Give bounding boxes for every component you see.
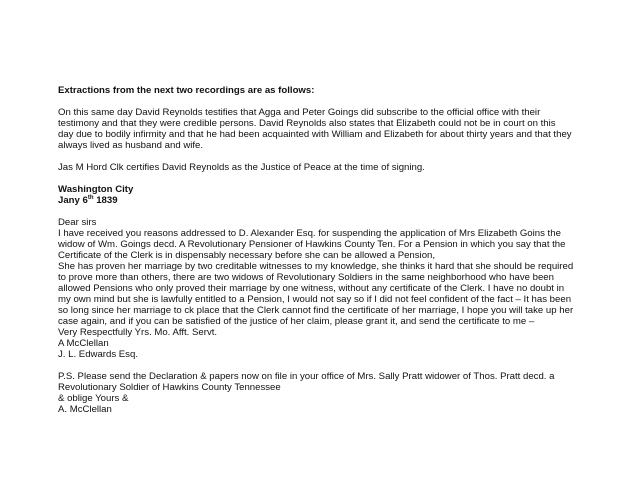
letter-date: Jany 6th 1839 bbox=[58, 195, 118, 206]
text-line: widow of Wm. Goings decd. A Revolutionary Pensioner of Hawkins County Ten. For a Pension in which you say that the bbox=[58, 239, 566, 250]
letter-place: Washington City bbox=[58, 184, 134, 195]
text-line: so long since her marriage to ck place that the Clerk cannot find the certificate of her marriage, I hope you will take up her bbox=[58, 305, 574, 316]
letter bbox=[58, 184, 618, 415]
letter-addressee: J. L. Edwards Esq. bbox=[58, 349, 138, 360]
text-line: my own mind but she is lawfully entitled to a Pension, I would not say so if I did not feel confident of the fact – It has been bbox=[58, 294, 572, 305]
text-line: allowed Pensions who only proved their marriage by one witness, without any certificate of the Clerk. I have no doubt in bbox=[58, 283, 565, 294]
text-line: & oblige Yours & bbox=[58, 393, 129, 404]
text-line: A. McClellan bbox=[58, 404, 112, 415]
text-line: day due to bodily infirmity and that he had been acquainted with William and Elizabeth for about thirty years and that they bbox=[58, 129, 572, 140]
letter-salutation: Dear sirs bbox=[58, 217, 97, 228]
text-line: Certificate of the Clerk is in dispensably necessary before she can be allowed a Pension, bbox=[58, 250, 436, 261]
text-line: to prove more than others, there are two widows of Revolutionary Soldiers in the same neighborhood who have been bbox=[58, 272, 554, 283]
letter-postscript bbox=[58, 371, 618, 415]
document-heading: Extractions from the next two recordings are as follows: bbox=[58, 85, 315, 96]
text-line: On this same day David Reynolds testifies that Agga and Peter Goings did subscribe to the official office with their bbox=[58, 107, 541, 118]
letter-closing: Very Respectfully Yrs. Mo. Afft. Servt. bbox=[58, 327, 218, 338]
text-line: Revolutionary Soldier of Hawkins County Tennessee bbox=[58, 382, 281, 393]
letter-signature: A McClellan bbox=[58, 338, 109, 349]
text-line: always lived as husband and wife. bbox=[58, 140, 204, 151]
text-line: case again, and if you can be satisfied of the justice of her claim, please grant it, and send the certificate to me – bbox=[58, 316, 535, 327]
text-line: She has proven her marriage by two creditable witnesses to my knowledge, she thinks it hard that she should be required bbox=[58, 261, 574, 272]
text-line: testimony and that they were credible persons. David Reynolds also states that Elizabeth could not be in court on this bbox=[58, 118, 556, 129]
testimony-paragraph bbox=[58, 107, 618, 151]
document-page bbox=[58, 85, 618, 415]
letter-body bbox=[58, 228, 618, 327]
text-line: I have received you reasons addressed to D. Alexander Esq. for suspending the application of Mrs Elizabeth Goins the bbox=[58, 228, 561, 239]
text-line: P.S. Please send the Declaration & papers now on file in your office of Mrs. Sally Pratt widower of Thos. Pratt decd. a bbox=[58, 371, 555, 382]
certification-paragraph: Jas M Hord Clk certifies David Reynolds as the Justice of Peace at the time of signing. bbox=[58, 162, 425, 173]
